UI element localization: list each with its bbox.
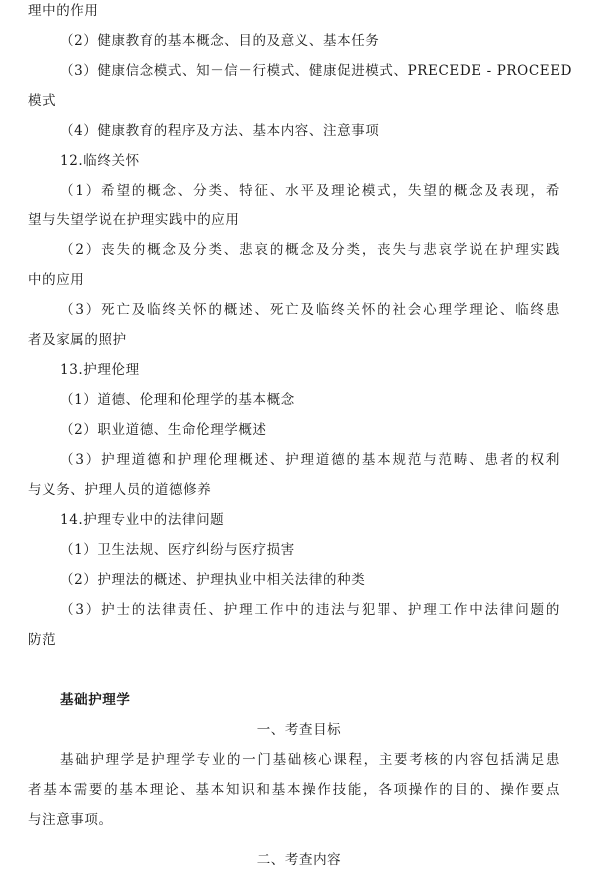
text-line: 基础护理学是护理学专业的一门基础核心课程，主要考核的内容包括满足患	[60, 752, 560, 768]
section-heading: 13.护理伦理	[60, 362, 140, 378]
text-line: （1）卫生法规、医疗纠纷与医疗损害	[60, 542, 295, 558]
text-line: （2）健康教育的基本概念、目的及意义、基本任务	[60, 33, 380, 49]
text-line: （3）健康信念模式、知－信－行模式、健康促进模式、PRECEDE - PROCEED	[60, 63, 573, 79]
text-line: 模式	[28, 93, 57, 109]
text-line: 望与失望学说在护理实践中的应用	[28, 212, 240, 228]
text-line: （3）死亡及临终关怀的概述、死亡及临终关怀的社会心理学理论、临终患	[60, 302, 560, 318]
text-line: （1）希望的概念、分类、特征、水平及理论模式，失望的概念及表现，希	[60, 183, 560, 199]
section-heading: 14.护理专业中的法律问题	[60, 512, 225, 528]
part-heading: 一、考查目标	[256, 722, 342, 738]
part-heading: 二、考查内容	[256, 852, 342, 868]
text-line: （2）丧失的概念及分类、悲哀的概念及分类，丧失与悲哀学说在护理实践	[60, 242, 560, 258]
text-line: 防范	[28, 632, 57, 648]
text-line: （2）职业道德、生命伦理学概述	[60, 422, 267, 438]
text-line: （1）道德、伦理和伦理学的基本概念	[60, 392, 295, 408]
text-line: 与注意事项。	[28, 812, 113, 828]
text-line: 与义务、护理人员的道德修养	[28, 482, 212, 498]
text-line: （3）护理道德和护理伦理概述、护理道德的基本规范与范畴、患者的权利	[60, 452, 560, 468]
text-line: （3）护士的法律责任、护理工作中的违法与犯罪、护理工作中法律问题的	[60, 602, 560, 618]
text-line: 中的应用	[28, 272, 85, 288]
subject-title: 基础护理学	[60, 692, 131, 708]
text-line: 者基本需要的基本理论、基本知识和基本操作技能，各项操作的目的、操作要点	[28, 782, 560, 798]
text-line: 者及家属的照护	[28, 332, 127, 348]
text-line: （4）健康教育的程序及方法、基本内容、注意事项	[60, 123, 380, 139]
section-heading: 12.临终关怀	[60, 153, 140, 169]
text-line: 理中的作用	[28, 3, 99, 19]
text-line: （2）护理法的概述、护理执业中相关法律的种类	[60, 572, 366, 588]
